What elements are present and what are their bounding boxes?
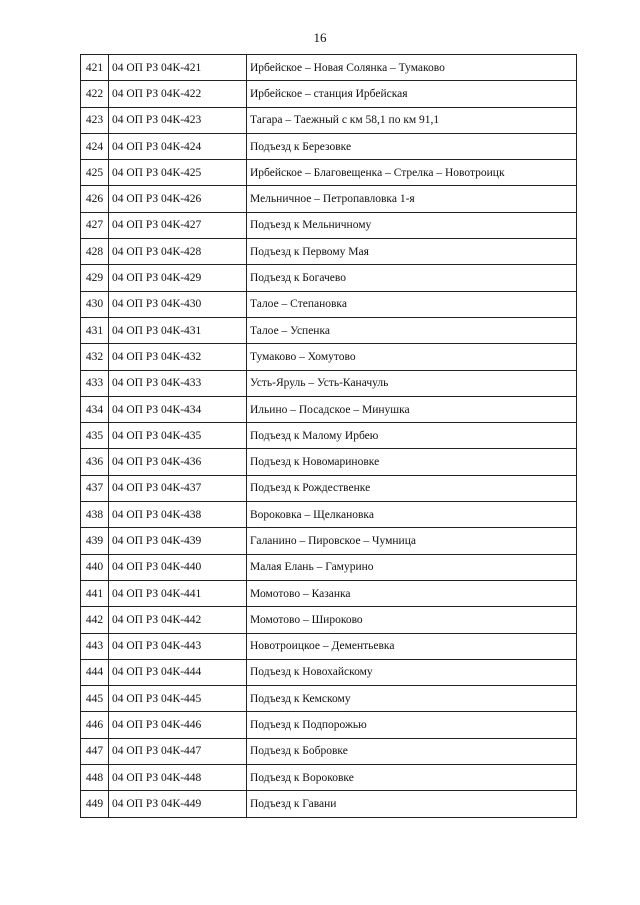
road-name-cell: Мельничное – Петропавловка 1-я	[247, 186, 577, 212]
road-name-cell: Подъезд к Подпорожью	[247, 712, 577, 738]
road-name-cell: Подъезд к Новомариновке	[247, 449, 577, 475]
row-number-cell: 443	[81, 633, 109, 659]
road-name-cell: Подъезд к Кемскому	[247, 686, 577, 712]
road-code-cell: 04 ОП РЗ 04К-433	[109, 370, 247, 396]
row-number-cell: 437	[81, 475, 109, 501]
road-code-cell: 04 ОП РЗ 04К-425	[109, 160, 247, 186]
road-code-cell: 04 ОП РЗ 04К-440	[109, 554, 247, 580]
row-number-cell: 446	[81, 712, 109, 738]
table-row	[81, 212, 577, 238]
road-code-cell: 04 ОП РЗ 04К-436	[109, 449, 247, 475]
road-name-cell: Подъезд к Богачево	[247, 265, 577, 291]
table-row	[81, 107, 577, 133]
row-number-cell: 426	[81, 186, 109, 212]
table-row	[81, 239, 577, 265]
road-code-cell: 04 ОП РЗ 04К-438	[109, 502, 247, 528]
table-row	[81, 791, 577, 817]
table-row	[81, 502, 577, 528]
page-number: 16	[313, 30, 327, 45]
row-number-cell: 439	[81, 528, 109, 554]
roads-table-body	[81, 55, 577, 818]
row-number-cell: 440	[81, 554, 109, 580]
road-name-cell: Подъезд к Березовке	[247, 133, 577, 159]
table-row	[81, 186, 577, 212]
table-row	[81, 475, 577, 501]
row-number-cell: 425	[81, 160, 109, 186]
table-row	[81, 160, 577, 186]
road-name-cell: Момотово – Широково	[247, 607, 577, 633]
row-number-cell: 447	[81, 738, 109, 764]
row-number-cell: 427	[81, 212, 109, 238]
table-row	[81, 554, 577, 580]
table-row	[81, 765, 577, 791]
road-name-cell: Ирбейское – Благовещенка – Стрелка – Новотроицк	[247, 160, 577, 186]
table-row	[81, 738, 577, 764]
road-name-cell: Ирбейское – станция Ирбейская	[247, 81, 577, 107]
row-number-cell: 444	[81, 659, 109, 685]
row-number-cell: 441	[81, 580, 109, 606]
table-row	[81, 344, 577, 370]
table-row	[81, 528, 577, 554]
road-code-cell: 04 ОП РЗ 04К-444	[109, 659, 247, 685]
road-name-cell: Тумаково – Хомутово	[247, 344, 577, 370]
road-code-cell: 04 ОП РЗ 04К-430	[109, 291, 247, 317]
road-code-cell: 04 ОП РЗ 04К-423	[109, 107, 247, 133]
row-number-cell: 422	[81, 81, 109, 107]
road-name-cell: Подъезд к Вороковке	[247, 765, 577, 791]
row-number-cell: 430	[81, 291, 109, 317]
road-code-cell: 04 ОП РЗ 04К-421	[109, 55, 247, 81]
row-number-cell: 435	[81, 423, 109, 449]
row-number-cell: 449	[81, 791, 109, 817]
road-code-cell: 04 ОП РЗ 04К-435	[109, 423, 247, 449]
road-name-cell: Талое – Успенка	[247, 317, 577, 343]
road-name-cell: Усть-Яруль – Усть-Каначуль	[247, 370, 577, 396]
road-name-cell: Подъезд к Первому Мая	[247, 239, 577, 265]
table-row	[81, 423, 577, 449]
road-code-cell: 04 ОП РЗ 04К-434	[109, 396, 247, 422]
row-number-cell: 438	[81, 502, 109, 528]
road-name-cell: Малая Елань – Гамурино	[247, 554, 577, 580]
road-name-cell: Подъезд к Мельничному	[247, 212, 577, 238]
table-row	[81, 659, 577, 685]
road-code-cell: 04 ОП РЗ 04К-429	[109, 265, 247, 291]
road-code-cell: 04 ОП РЗ 04К-432	[109, 344, 247, 370]
road-code-cell: 04 ОП РЗ 04К-431	[109, 317, 247, 343]
roads-table	[80, 54, 577, 818]
row-number-cell: 429	[81, 265, 109, 291]
table-row	[81, 317, 577, 343]
road-name-cell: Новотроицкое – Дементьевка	[247, 633, 577, 659]
road-name-cell: Вороковка – Щелкановка	[247, 502, 577, 528]
road-code-cell: 04 ОП РЗ 04К-437	[109, 475, 247, 501]
row-number-cell: 432	[81, 344, 109, 370]
road-code-cell: 04 ОП РЗ 04К-441	[109, 580, 247, 606]
table-row	[81, 55, 577, 81]
row-number-cell: 442	[81, 607, 109, 633]
road-name-cell: Подъезд к Рождественке	[247, 475, 577, 501]
row-number-cell: 424	[81, 133, 109, 159]
road-name-cell: Галанино – Пировское – Чумница	[247, 528, 577, 554]
road-code-cell: 04 ОП РЗ 04К-424	[109, 133, 247, 159]
row-number-cell: 448	[81, 765, 109, 791]
road-name-cell: Ирбейское – Новая Солянка – Тумаково	[247, 55, 577, 81]
table-row	[81, 686, 577, 712]
road-code-cell: 04 ОП РЗ 04К-442	[109, 607, 247, 633]
table-row	[81, 370, 577, 396]
row-number-cell: 423	[81, 107, 109, 133]
row-number-cell: 445	[81, 686, 109, 712]
road-code-cell: 04 ОП РЗ 04К-439	[109, 528, 247, 554]
road-code-cell: 04 ОП РЗ 04К-445	[109, 686, 247, 712]
table-row	[81, 633, 577, 659]
table-row	[81, 607, 577, 633]
table-row	[81, 133, 577, 159]
table-row	[81, 291, 577, 317]
row-number-cell: 428	[81, 239, 109, 265]
road-name-cell: Талое – Степановка	[247, 291, 577, 317]
road-code-cell: 04 ОП РЗ 04К-428	[109, 239, 247, 265]
road-name-cell: Подъезд к Новохайскому	[247, 659, 577, 685]
table-row	[81, 449, 577, 475]
road-code-cell: 04 ОП РЗ 04К-422	[109, 81, 247, 107]
row-number-cell: 436	[81, 449, 109, 475]
row-number-cell: 433	[81, 370, 109, 396]
road-code-cell: 04 ОП РЗ 04К-446	[109, 712, 247, 738]
row-number-cell: 434	[81, 396, 109, 422]
road-code-cell: 04 ОП РЗ 04К-447	[109, 738, 247, 764]
road-name-cell: Подъезд к Бобровке	[247, 738, 577, 764]
road-name-cell: Подъезд к Гавани	[247, 791, 577, 817]
row-number-cell: 431	[81, 317, 109, 343]
road-name-cell: Тагара – Таежный с км 58,1 по км 91,1	[247, 107, 577, 133]
road-name-cell: Момотово – Казанка	[247, 580, 577, 606]
road-code-cell: 04 ОП РЗ 04К-449	[109, 791, 247, 817]
table-row	[81, 712, 577, 738]
table-row	[81, 265, 577, 291]
road-code-cell: 04 ОП РЗ 04К-448	[109, 765, 247, 791]
road-code-cell: 04 ОП РЗ 04К-443	[109, 633, 247, 659]
road-name-cell: Подъезд к Малому Ирбею	[247, 423, 577, 449]
table-row	[81, 81, 577, 107]
row-number-cell: 421	[81, 55, 109, 81]
road-code-cell: 04 ОП РЗ 04К-426	[109, 186, 247, 212]
table-row	[81, 580, 577, 606]
table-row	[81, 396, 577, 422]
road-code-cell: 04 ОП РЗ 04К-427	[109, 212, 247, 238]
road-name-cell: Ильино – Посадское – Минушка	[247, 396, 577, 422]
